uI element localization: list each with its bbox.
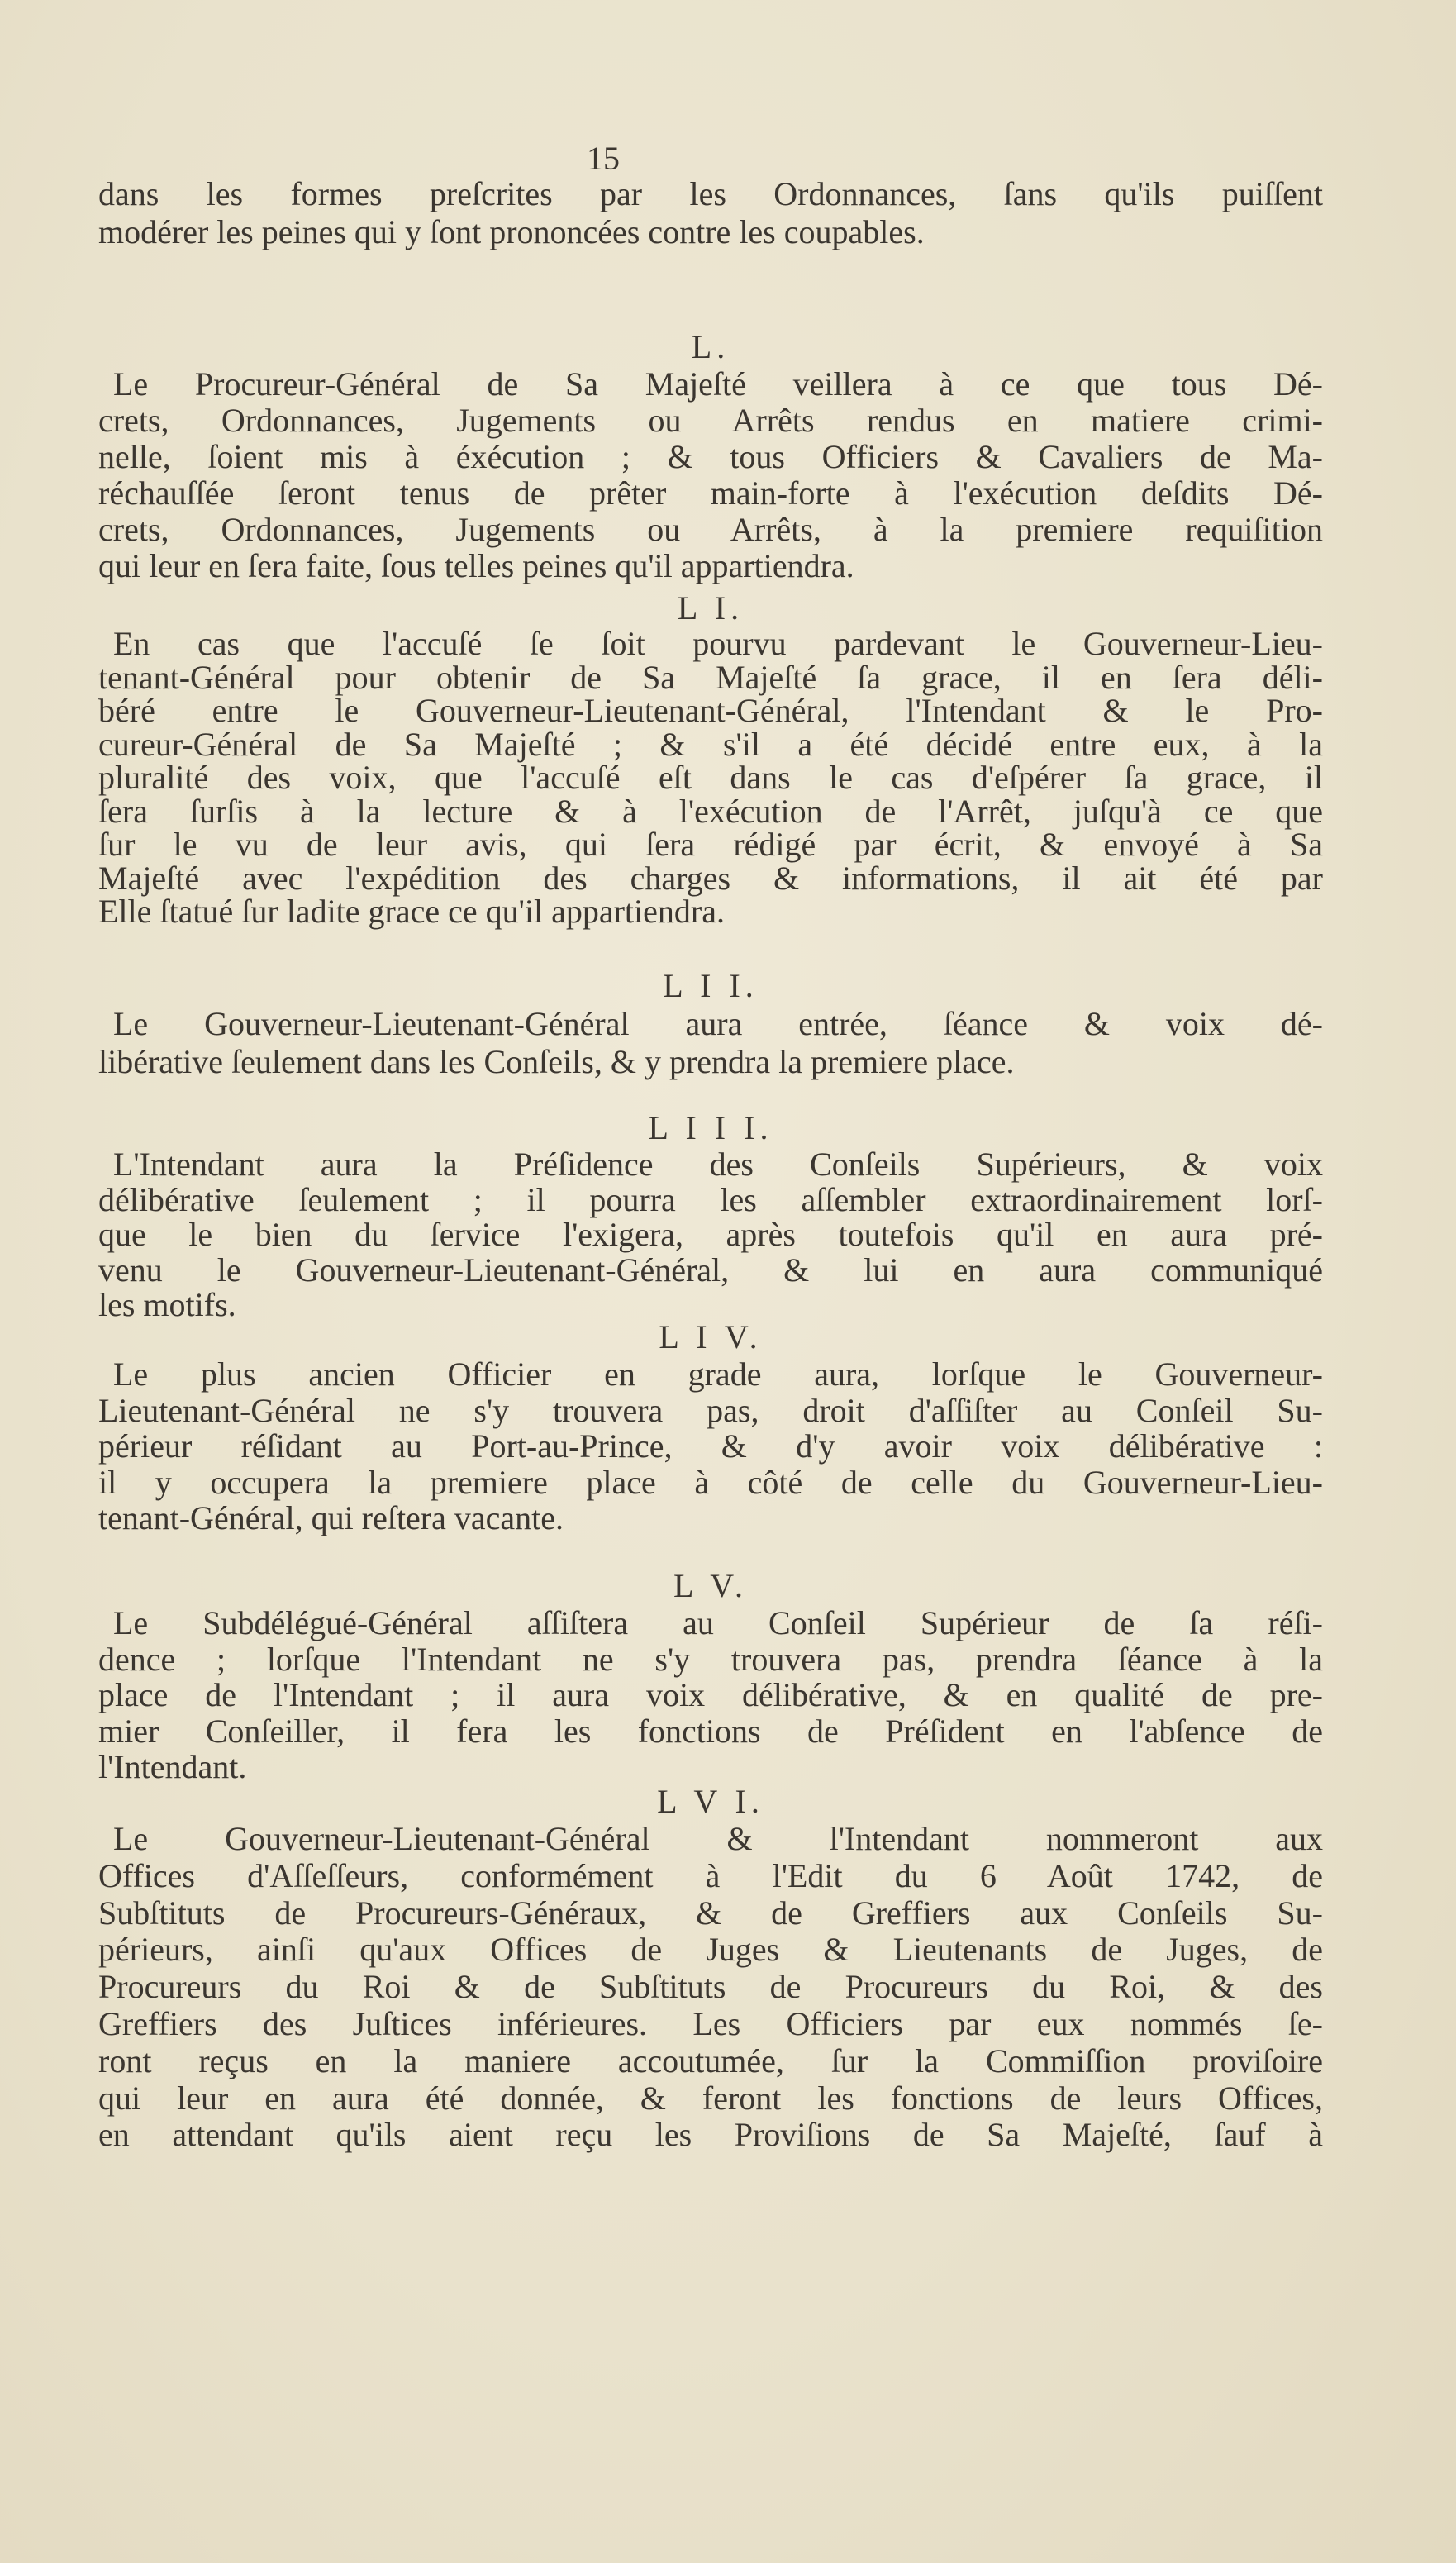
text-line: mier Conſeiller, il fera les fonctions de Préſident en l'abſence de (98, 1712, 1323, 1750)
article-heading: L. (691, 328, 730, 365)
article-section (98, 1318, 1323, 1536)
article-heading: L V I. (657, 1783, 764, 1820)
text-line: libérative ſeulement dans les Conſeils, & y prendra la premiere place. (98, 1043, 1015, 1080)
text-line: qui leur en aura été donnée, & feront les fonctions de leurs Offices, (98, 2079, 1323, 2117)
text-line: Subſtituts de Procureurs-Généraux, & de Greffiers aux Conſeils Su- (98, 1894, 1323, 1932)
text-line: Procureurs du Roi & de Subſtituts de Procureurs du Roi, & des (98, 1968, 1323, 2006)
text-line: Majeſté avec l'expédition des charges & informations, il ait été par (98, 859, 1323, 897)
text-line: nelle, ſoient mis à éxécution ; & tous Officiers & Cavaliers de Ma- (98, 438, 1323, 475)
text-line: ſera ſurſis à la lecture & à l'exécution de l'Arrêt, juſqu'à ce que (98, 792, 1323, 830)
text-line: délibérative ſeulement ; il pourra les aſſembler extraordinairement lorſ- (98, 1180, 1323, 1218)
article-section (98, 1109, 1323, 1323)
text-line: Lieutenant-Général ne s'y trouvera pas, droit d'aſſiſter au Conſeil Su- (98, 1391, 1323, 1429)
article-section (98, 967, 1323, 1081)
text-line: Le Gouverneur-Lieutenant-Général & l'Intendant nommeront aux (113, 1820, 1323, 1857)
text-line: place de l'Intendant ; il aura voix délibérative, & en qualité de pre- (98, 1676, 1323, 1713)
article-section (98, 1783, 1323, 2154)
article-section (98, 1567, 1323, 1785)
text-line: venu le Gouverneur-Lieutenant-Général, & lui en aura communiqué (98, 1251, 1323, 1289)
text-line: périeur réſidant au Port-au-Prince, & d'y avoir voix délibérative : (98, 1427, 1323, 1465)
article-heading: L I. (677, 589, 745, 626)
text-line: tenant-Général, qui reſtera vacante. (98, 1499, 564, 1536)
article-section (98, 589, 1323, 929)
article-heading: L I I. (663, 967, 759, 1004)
text-line: dence ; lorſque l'Intendant ne s'y trouvera pas, prendra ſéance à la (98, 1640, 1323, 1678)
text-line: Offices d'Aſſeſſeurs, conformément à l'Edit du 6 Août 1742, de (98, 1856, 1323, 1894)
article-section (98, 175, 1323, 251)
page-number: 15 (587, 140, 620, 177)
text-line: modérer les peines qui y ſont prononcées contre les coupables. (98, 213, 925, 250)
text-line: pluralité des voix, que l'accuſé eſt dans le cas d'eſpérer ſa grace, il (98, 759, 1323, 796)
text-line: cureur-Général de Sa Majeſté ; & s'il a été décidé entre eux, à la (98, 725, 1323, 763)
text-line: ſur le vu de leur avis, qui ſera rédigé par écrit, & envoyé à Sa (98, 826, 1323, 863)
text-line: Greffiers des Juſtices inférieures. Les Officiers par eux nommés ſe- (98, 2004, 1323, 2042)
article-heading: L I V. (659, 1318, 763, 1355)
text-line: dans les formes preſcrites par les Ordonnances, ſans qu'ils puiſſent (98, 175, 1323, 212)
text-line: Le Subdélégué-Général aſſiſtera au Conſeil Supérieur de ſa réſi- (113, 1604, 1323, 1641)
article-section (98, 328, 1323, 584)
text-line: Le Gouverneur-Lieutenant-Général aura entrée, ſéance & voix dé- (113, 1005, 1323, 1042)
text-line: il y occupera la premiere place à côté de celle du Gouverneur-Lieu- (98, 1463, 1323, 1501)
text-line: Elle ſtatué ſur ladite grace ce qu'il appartiendra. (98, 893, 725, 930)
text-line: L'Intendant aura la Préſidence des Conſeils Supérieurs, & voix (113, 1146, 1323, 1183)
text-line: réchauſſée ſeront tenus de prêter main-forte à l'exécution deſdits Dé- (98, 474, 1323, 512)
text-line: les motifs. (98, 1286, 236, 1323)
text-line: tenant-Général pour obtenir de Sa Majeſté ſa grace, il en ſera déli- (98, 658, 1323, 696)
text-line: ront reçus en la maniere accoutumée, ſur la Commiſſion proviſoire (98, 2041, 1323, 2079)
article-heading: L V. (673, 1567, 748, 1604)
text-line: Le plus ancien Officier en grade aura, lorſque le Gouverneur- (113, 1355, 1323, 1393)
text-line: en attendant qu'ils aient reçu les Proviſions de Sa Majeſté, ſauf à (98, 2116, 1323, 2154)
text-line: Le Procureur-Général de Sa Majeſté veillera à ce que tous Dé- (113, 365, 1323, 403)
text-line: l'Intendant. (98, 1748, 247, 1785)
text-line: crets, Ordonnances, Jugements ou Arrêts rendus en matiere crimi- (98, 402, 1323, 439)
text-line: que le bien du ſervice l'exigera, après toutefois qu'il en aura pré- (98, 1216, 1323, 1253)
text-line: En cas que l'accuſé ſe ſoit pourvu pardevant le Gouverneur-Lieu- (113, 625, 1323, 662)
article-heading: L I I I. (648, 1109, 773, 1146)
text-line: qui leur en ſera faite, ſous telles peines qu'il appartiendra. (98, 547, 854, 584)
text-line: crets, Ordonnances, Jugements ou Arrêts, à la premiere requiſition (98, 511, 1323, 548)
text-line: béré entre le Gouverneur-Lieutenant-Général, l'Intendant & le Pro- (98, 692, 1323, 729)
text-line: périeurs, ainſi qu'aux Offices de Juges & Lieutenants de Juges, de (98, 1931, 1323, 1969)
